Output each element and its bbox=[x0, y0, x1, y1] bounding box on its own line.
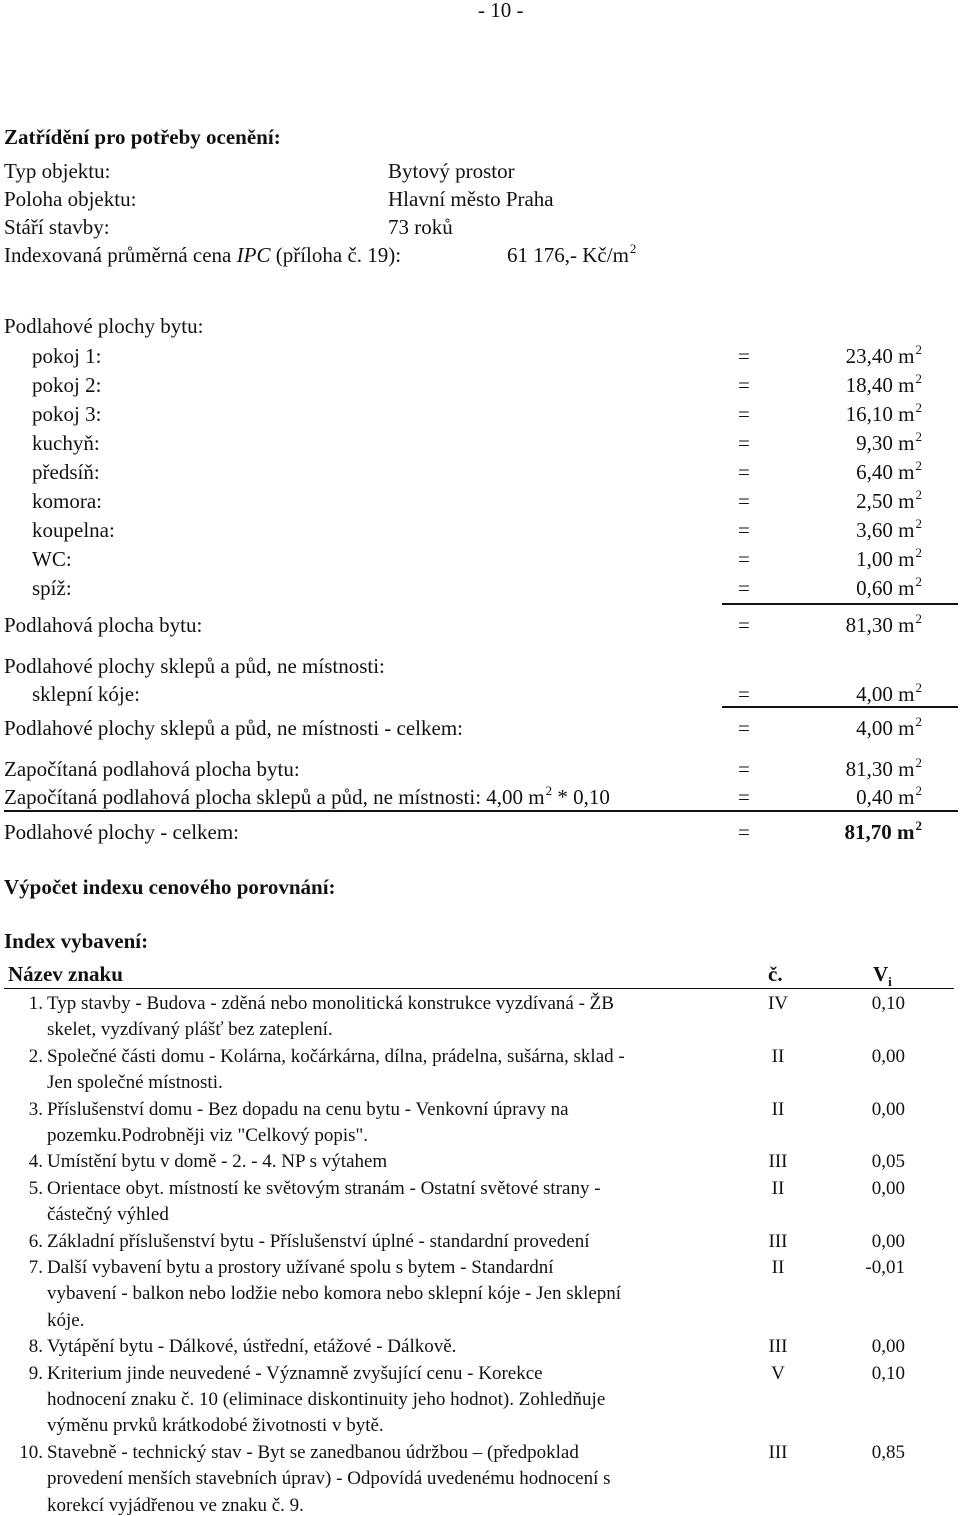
index-row-number: 10. bbox=[19, 1441, 43, 1463]
area-item-value-sup: 2 bbox=[915, 429, 922, 444]
counted-cellar-eq: = bbox=[738, 785, 750, 809]
areas-total-eq: = bbox=[738, 613, 750, 637]
label-ipc-abbr: IPC bbox=[236, 243, 271, 267]
area-item-value-text: 23,40 m bbox=[845, 344, 915, 368]
index-row-value: 0,85 bbox=[871, 1441, 905, 1463]
counted-total-sup: 2 bbox=[915, 818, 922, 833]
area-item-value bbox=[845, 342, 922, 368]
value-ipc bbox=[507, 241, 637, 267]
area-item-value bbox=[845, 400, 922, 426]
index-row-value: 0,05 bbox=[871, 1151, 905, 1173]
index-row-text: Umístění bytu v domě - 2. - 4. NP s výtahem bbox=[47, 1151, 388, 1173]
index-col-v-text: V bbox=[873, 962, 889, 986]
index-row-class: III bbox=[768, 1441, 788, 1463]
area-item-value-text: 0,60 m bbox=[856, 576, 915, 600]
counted-cellar-value bbox=[856, 783, 922, 809]
index-row-value: 0,10 bbox=[871, 993, 905, 1014]
counted-cellar-value-text: 0,40 m bbox=[856, 785, 915, 809]
index-row-text: Základní příslušenství bytu - Příslušenství úplné - standardní provedení bbox=[47, 1230, 590, 1252]
counted-cellar-sup: 2 bbox=[915, 783, 922, 798]
index-col-v bbox=[873, 964, 892, 988]
index-row-class: III bbox=[768, 1151, 788, 1173]
areas-heading: Podlahové plochy bytu: bbox=[4, 314, 204, 338]
area-item-value-sup: 2 bbox=[915, 458, 922, 473]
area-item-label: komora: bbox=[32, 489, 102, 513]
cellar-total-sup: 2 bbox=[915, 714, 922, 729]
area-item-eq: = bbox=[738, 373, 750, 397]
areas-total-sup: 2 bbox=[915, 611, 922, 626]
counted-sum-line bbox=[4, 810, 958, 812]
value-ipc-text: 61 176,- Kč/m bbox=[507, 243, 629, 267]
label-object-location: Poloha objektu: bbox=[4, 187, 137, 211]
counted-flat-value-text: 81,30 m bbox=[845, 757, 915, 781]
counted-flat-eq: = bbox=[738, 757, 750, 781]
area-item-value-sup: 2 bbox=[915, 487, 922, 502]
label-object-type: Typ objektu: bbox=[4, 159, 111, 183]
index-row-class: IV bbox=[767, 993, 789, 1014]
area-item-value-text: 9,30 m bbox=[856, 431, 915, 455]
area-item-value bbox=[856, 516, 922, 542]
index-row-text: Příslušenství domu - Bez dopadu na cenu bytu - Venkovní úpravy na bbox=[47, 1098, 569, 1120]
index-row-number: 4. bbox=[28, 1151, 43, 1173]
counted-cellar-label-pre: Započítaná podlahová plocha sklepů a půd, ne místnosti: 4,00 m bbox=[4, 785, 545, 809]
cellar-item-value bbox=[856, 680, 922, 706]
index-row-text: vybavení - balkon nebo lodžie nebo komora nebo sklepní kóje - Jen sklepní bbox=[47, 1283, 622, 1305]
label-ipc bbox=[4, 245, 401, 266]
index-row-number: 8. bbox=[28, 1336, 43, 1358]
index-col-name: Název znaku bbox=[8, 962, 123, 986]
index-row-text: skelet, vyzdívaný plášť bez zateplení. bbox=[47, 1019, 333, 1041]
areas-total-value bbox=[845, 611, 922, 637]
area-item-value-sup: 2 bbox=[915, 342, 922, 357]
area-item-value-sup: 2 bbox=[915, 516, 922, 531]
index-row-text: Společné části domu - Kolárna, kočárkárna, dílna, prádelna, sušárna, sklad - bbox=[47, 1045, 625, 1067]
classification-heading: Zatřídění pro potřeby ocenění: bbox=[4, 125, 281, 149]
index-row-text: částečný výhled bbox=[47, 1204, 169, 1226]
index-row-text: Jen společné místnosti. bbox=[47, 1072, 223, 1094]
area-item-label: pokoj 3: bbox=[32, 402, 102, 426]
value-building-age: 73 roků bbox=[388, 215, 453, 239]
counted-total-value-text: 81,70 m bbox=[844, 820, 915, 844]
index-row-value: -0,01 bbox=[865, 1257, 905, 1278]
index-row-number: 9. bbox=[28, 1362, 43, 1384]
area-item-eq: = bbox=[738, 402, 750, 426]
index-row-value: 0,00 bbox=[871, 1230, 905, 1252]
counted-cellar-label-sup: 2 bbox=[545, 783, 553, 798]
index-subheading: Index vybavení: bbox=[4, 929, 149, 953]
index-row-text: Vytápění bytu - Dálkové, ústřední, etážové - Dálkově. bbox=[47, 1336, 457, 1358]
area-item-value bbox=[856, 545, 922, 571]
area-item-value-text: 6,40 m bbox=[856, 460, 915, 484]
cellar-total-value bbox=[856, 714, 922, 740]
area-item-label: pokoj 2: bbox=[32, 373, 102, 397]
area-item-value bbox=[845, 371, 922, 397]
index-row-text: Typ stavby - Budova - zděná nebo monolitická konstrukce vyzdívaná - ŽB bbox=[47, 993, 614, 1014]
area-item-value-text: 3,60 m bbox=[856, 518, 915, 542]
counted-flat-value bbox=[845, 755, 922, 781]
area-item-eq: = bbox=[738, 431, 750, 455]
index-row-class: III bbox=[768, 1336, 788, 1358]
area-item-eq: = bbox=[738, 576, 750, 600]
area-item-value-text: 18,40 m bbox=[845, 373, 915, 397]
area-item-value-sup: 2 bbox=[915, 371, 922, 386]
label-building-age: Stáří stavby: bbox=[4, 215, 110, 239]
counted-flat-sup: 2 bbox=[915, 755, 922, 770]
cellar-total-value-text: 4,00 m bbox=[856, 716, 915, 740]
index-row-number: 1. bbox=[28, 993, 43, 1014]
area-item-label: spíž: bbox=[32, 576, 72, 600]
area-item-value bbox=[856, 458, 922, 484]
index-row-number: 6. bbox=[28, 1230, 43, 1252]
cellar-heading: Podlahové plochy sklepů a půd, ne místnosti: bbox=[4, 654, 385, 678]
index-row-value: 0,00 bbox=[871, 1098, 905, 1120]
index-row-text: korekcí vyjádřenou ve znaku č. 9. bbox=[47, 1494, 304, 1516]
area-item-eq: = bbox=[738, 547, 750, 571]
area-item-eq: = bbox=[738, 460, 750, 484]
counted-total-value bbox=[844, 818, 923, 844]
area-item-value-text: 2,50 m bbox=[856, 489, 915, 513]
counted-total-eq: = bbox=[738, 820, 750, 844]
area-item-value bbox=[856, 429, 922, 455]
index-row-value: 0,10 bbox=[871, 1362, 905, 1384]
index-row-value: 0,00 bbox=[871, 1045, 905, 1067]
index-col-no: č. bbox=[768, 962, 783, 986]
index-row-text: hodnocení znaku č. 10 (eliminace diskontinuity jeho hodnot). Zohledňuje bbox=[47, 1389, 606, 1410]
index-row-text: Orientace obyt. místností ke světovým stranám - Ostatní světové strany - bbox=[47, 1177, 601, 1199]
cellar-item-label: sklepní kóje: bbox=[32, 682, 140, 706]
label-ipc-pre: Indexovaná průměrná cena bbox=[4, 243, 237, 267]
index-row-number: 3. bbox=[28, 1098, 43, 1120]
index-row-text: pozemku.Podrobněji viz "Celkový popis". bbox=[47, 1125, 369, 1146]
index-row-value: 0,00 bbox=[871, 1177, 905, 1199]
page-number: - 10 - bbox=[478, 0, 524, 22]
index-row-class: II bbox=[771, 1098, 785, 1120]
counted-cellar-label bbox=[4, 783, 610, 809]
area-item-label: kuchyň: bbox=[32, 431, 100, 455]
counted-total-label: Podlahové plochy - celkem: bbox=[4, 820, 240, 844]
areas-total-label: Podlahová plocha bytu: bbox=[4, 613, 203, 637]
cellar-total-eq: = bbox=[738, 716, 750, 740]
area-item-label: předsíň: bbox=[32, 460, 100, 484]
cellar-total-label: Podlahové plochy sklepů a půd, ne místnosti - celkem: bbox=[4, 716, 464, 740]
index-row-number: 5. bbox=[28, 1177, 43, 1199]
cellar-item-sup: 2 bbox=[915, 680, 922, 695]
index-row-class: II bbox=[771, 1045, 785, 1067]
area-item-value-sup: 2 bbox=[915, 400, 922, 415]
area-item-value-text: 16,10 m bbox=[845, 402, 915, 426]
cellar-item-eq: = bbox=[738, 682, 750, 706]
index-row-text: výměnu prvků krátkodobé životnosti v bytě. bbox=[47, 1415, 384, 1437]
cellar-sum-line bbox=[722, 706, 958, 708]
areas-total-value-text: 81,30 m bbox=[845, 613, 915, 637]
area-item-value bbox=[856, 487, 922, 513]
index-row-text: Další vybavení bytu a prostory užívané spolu s bytem - Standardní bbox=[47, 1257, 554, 1278]
index-row-class: II bbox=[771, 1177, 785, 1199]
area-item-eq: = bbox=[738, 489, 750, 513]
value-object-type: Bytový prostor bbox=[388, 159, 515, 183]
index-row-text: kóje. bbox=[47, 1309, 85, 1331]
areas-sum-line bbox=[722, 603, 958, 605]
index-heading: Výpočet indexu cenového porovnání: bbox=[4, 875, 336, 899]
index-row-text: provedení menších stavebních úprav) - Odpovídá uvedenému hodnocení s bbox=[47, 1468, 611, 1490]
value-ipc-sup: 2 bbox=[629, 241, 637, 256]
area-item-label: WC: bbox=[32, 547, 72, 571]
index-row-class: II bbox=[771, 1257, 785, 1278]
index-row-class: V bbox=[771, 1362, 785, 1384]
counted-flat-label: Započítaná podlahová plocha bytu: bbox=[4, 757, 300, 781]
index-col-v-sub: i bbox=[888, 974, 892, 990]
area-item-eq: = bbox=[738, 518, 750, 542]
area-item-value bbox=[856, 574, 922, 600]
index-row-number: 7. bbox=[28, 1257, 43, 1278]
area-item-value-text: 1,00 m bbox=[856, 547, 915, 571]
index-header-line bbox=[4, 988, 954, 989]
value-object-location: Hlavní město Praha bbox=[388, 187, 554, 211]
area-item-value-sup: 2 bbox=[915, 545, 922, 560]
cellar-item-value-text: 4,00 m bbox=[856, 682, 915, 706]
index-row-class: III bbox=[768, 1230, 788, 1252]
index-row-text: Stavebně - technický stav - Byt se zanedbanou údržbou – (předpoklad bbox=[47, 1441, 579, 1463]
label-ipc-post: (příloha č. 19): bbox=[270, 243, 402, 267]
area-item-label: koupelna: bbox=[32, 518, 115, 542]
area-item-value-sup: 2 bbox=[915, 574, 922, 589]
counted-cellar-label-post: * 0,10 bbox=[552, 785, 610, 809]
area-item-eq: = bbox=[738, 344, 750, 368]
index-row-text: Kriterium jinde neuvedené - Významně zvyšující cenu - Korekce bbox=[47, 1362, 543, 1384]
area-item-label: pokoj 1: bbox=[32, 344, 102, 368]
index-row-number: 2. bbox=[28, 1045, 43, 1067]
index-row-value: 0,00 bbox=[871, 1336, 905, 1358]
